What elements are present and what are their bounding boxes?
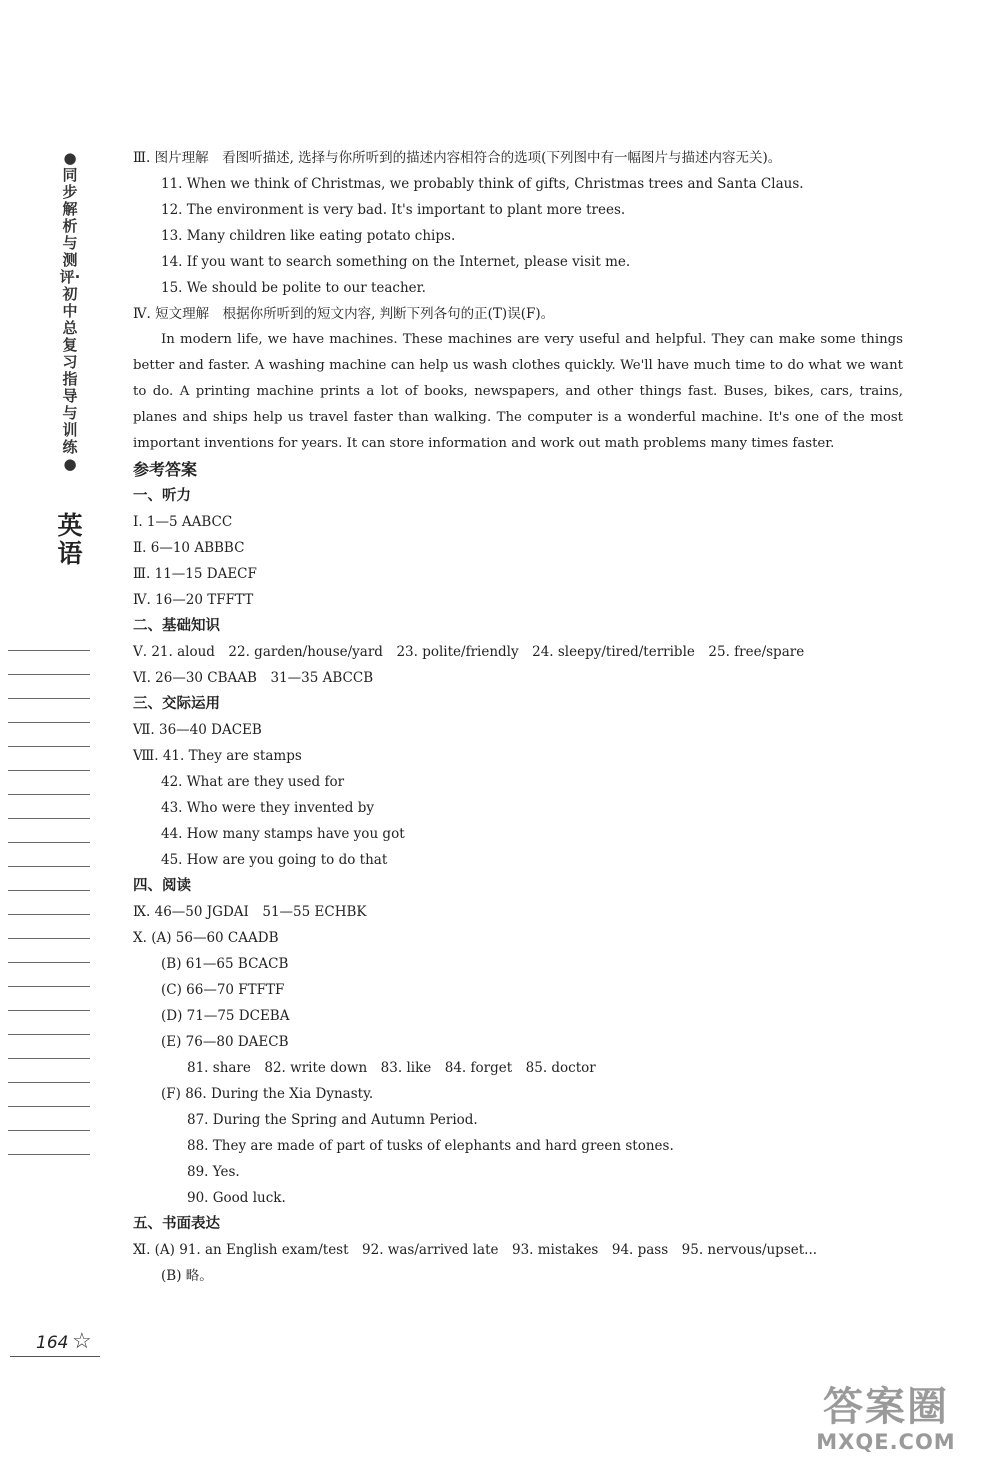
section-heading-basics: 二、基础知识 xyxy=(133,618,220,634)
listening-item: 11. When we think of Christmas, we probably think of gifts, Christmas trees and Santa Claus. xyxy=(161,176,804,192)
answer-line: Ⅳ. 16—20 TFFTT xyxy=(133,592,254,608)
section4-heading: Ⅳ. 短文理解 根据你所听到的短文内容, 判断下列各句的正(T)误(F)。 xyxy=(133,306,555,322)
page-number: 164 xyxy=(36,1333,69,1353)
answer-line: Ⅹ. (A) 56—60 CAADB xyxy=(133,930,279,946)
note-line xyxy=(8,1058,90,1059)
note-line xyxy=(8,866,90,867)
note-line xyxy=(8,890,90,891)
note-line xyxy=(8,986,90,987)
note-line xyxy=(8,962,90,963)
answer-line: Ⅰ. 1—5 AABCC xyxy=(133,514,233,530)
answer-line: Ⅴ. 21. aloud 22. garden/house/yard 23. polite/friendly 24. sleepy/tired/terrible 25. free/spare xyxy=(133,644,805,660)
answer-line: 88. They are made of part of tusks of elephants and hard green stones. xyxy=(187,1138,674,1154)
listening-item: 15. We should be polite to our teacher. xyxy=(161,280,426,296)
section-heading-communication: 三、交际运用 xyxy=(133,696,220,712)
note-line xyxy=(8,1106,90,1107)
page-content xyxy=(133,145,903,1289)
note-line xyxy=(8,722,90,723)
subject-label: 英语 xyxy=(57,511,83,568)
note-line xyxy=(8,938,90,939)
page-number-rule xyxy=(10,1356,100,1357)
note-line xyxy=(8,746,90,747)
answer-line: 45. How are you going to do that xyxy=(161,852,388,868)
answer-line: Ⅺ. (A) 91. an English exam/test 92. was/arrived late 93. mistakes 94. pass 95. nervous/upset... xyxy=(133,1242,818,1258)
answer-line: Ⅸ. 46—50 JGDAI 51—55 ECHBK xyxy=(133,904,367,920)
note-line xyxy=(8,1010,90,1011)
answer-line: 81. share 82. write down 83. like 84. forget 85. doctor xyxy=(187,1060,596,1076)
note-line xyxy=(8,818,90,819)
answer-line: (E) 76—80 DAECB xyxy=(161,1034,289,1050)
watermark-text-url: MXQE.COM xyxy=(816,1430,956,1454)
section-heading-listening: 一、听力 xyxy=(133,488,191,504)
answer-line: Ⅶ. 36—40 DACEB xyxy=(133,722,262,738)
answer-line: (F) 86. During the Xia Dynasty. xyxy=(161,1086,374,1102)
passage-text: In modern life, we have machines. These machines are very useful and helpful. They can make some things better and faster. A washing machine can help us wash clothes quickly. We'll have much time to do what we want to do. A printing machine prints a lot of books, newspapers, and other things fast. Buses, bikes, cars, trains, planes and ships help us travel faster than walking. The computer is a wonderful machine. It's one of the most important inventions for years. It can store information and work out math problems many times faster. xyxy=(133,332,903,451)
answer-line: Ⅵ. 26—30 CBAAB 31—35 ABCCB xyxy=(133,670,374,686)
watermark-text-cn: 答案圈 xyxy=(823,1384,949,1430)
answer-line: 43. Who were they invented by xyxy=(161,800,374,816)
note-line xyxy=(8,650,90,651)
note-line xyxy=(8,1130,90,1131)
series-title: ●同步解析与测评·初中总复习指导与训练● xyxy=(59,149,81,473)
note-line xyxy=(8,1082,90,1083)
listening-item: 12. The environment is very bad. It's important to plant more trees. xyxy=(161,202,626,218)
star-icon: ☆ xyxy=(72,1329,92,1354)
note-line xyxy=(8,914,90,915)
answer-line: Ⅷ. 41. They are stamps xyxy=(133,748,302,764)
section-heading-reading: 四、阅读 xyxy=(133,878,191,894)
answer-line: 90. Good luck. xyxy=(187,1190,286,1206)
answer-line: (B) 61—65 BCACB xyxy=(161,956,289,972)
note-line xyxy=(8,674,90,675)
note-line xyxy=(8,842,90,843)
listening-item: 13. Many children like eating potato chips. xyxy=(161,228,456,244)
section3-heading: Ⅲ. 图片理解 看图听描述, 选择与你所听到的描述内容相符合的选项(下列图中有一幅图片与描述内容无关)。 xyxy=(133,150,782,166)
note-line xyxy=(8,1034,90,1035)
note-line xyxy=(8,794,90,795)
answer-line: (D) 71—75 DCEBA xyxy=(161,1008,290,1024)
answer-line: 44. How many stamps have you got xyxy=(161,826,405,842)
section-heading-writing: 五、书面表达 xyxy=(133,1216,220,1232)
answer-line: (C) 66—70 FTFTF xyxy=(161,982,285,998)
note-line xyxy=(8,770,90,771)
answer-line: Ⅱ. 6—10 ABBBC xyxy=(133,540,245,556)
answer-line: 87. During the Spring and Autumn Period. xyxy=(187,1112,478,1128)
answer-line: 42. What are they used for xyxy=(161,774,345,790)
answer-line: (B) 略。 xyxy=(161,1268,213,1284)
note-line xyxy=(8,698,90,699)
note-line xyxy=(8,1154,90,1155)
answer-line: 89. Yes. xyxy=(187,1164,240,1180)
answers-title: 参考答案 xyxy=(133,460,198,479)
answer-line: Ⅲ. 11—15 DAECF xyxy=(133,566,257,582)
watermark-logo xyxy=(796,1384,976,1458)
listening-item: 14. If you want to search something on the Internet, please visit me. xyxy=(161,254,631,270)
